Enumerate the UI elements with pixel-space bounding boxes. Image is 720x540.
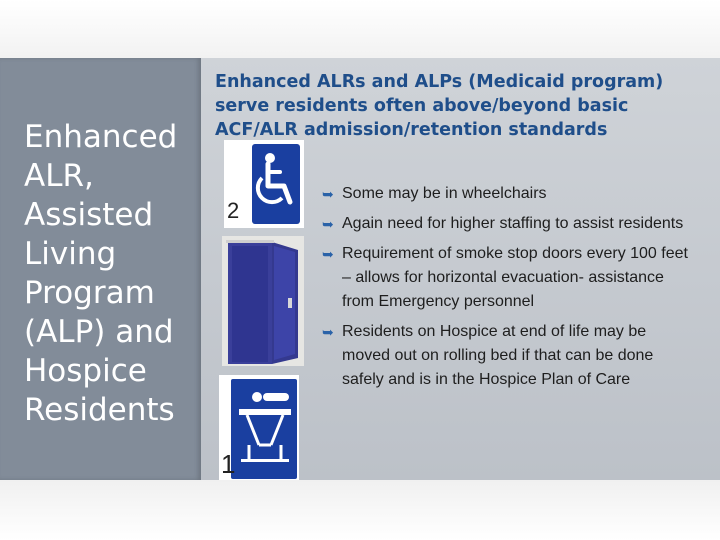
bullet-item [318, 212, 698, 236]
bullet-item [318, 242, 698, 314]
bullet-marker-icon: ➥ [322, 246, 334, 262]
bullet-text: Some may be in wheelchairs [342, 185, 547, 202]
wheelchair-sign-image [224, 140, 304, 228]
wheelchair-sign-number: 2 [227, 198, 240, 223]
bullet-list [318, 182, 698, 398]
bullet-text: Residents on Hospice at end of life may be moved out on rolling bed if that can be done safely and is in the Hospice Plan of Care [342, 323, 654, 388]
stretcher-icon [219, 375, 299, 480]
bullet-marker-icon: ➥ [322, 216, 334, 232]
bullet-item [318, 320, 698, 392]
bullet-item [318, 182, 698, 206]
content-heading: Enhanced ALRs and ALPs (Medicaid program) serve residents often above/beyond basic ACF/ALR admission/retention standards [215, 72, 664, 140]
bottom-band [0, 480, 720, 540]
wheelchair-icon [224, 140, 304, 228]
stretcher-sign-number: 1 [221, 449, 236, 479]
stretcher-sign-image [219, 375, 299, 480]
bullet-text: Requirement of smoke stop doors every 100 feet – allows for horizontal evacuation- assistance from Emergency personnel [342, 245, 688, 310]
door-icon [222, 236, 304, 366]
bullet-marker-icon: ➥ [322, 186, 334, 202]
smoke-door-image [222, 236, 304, 366]
bullet-text: Again need for higher staffing to assist residents [342, 215, 684, 232]
slide-title: Enhanced ALR, Assisted Living Program (ALP) and Hospice Residents [24, 119, 178, 428]
bullet-marker-icon: ➥ [322, 324, 334, 340]
top-band [0, 0, 720, 58]
